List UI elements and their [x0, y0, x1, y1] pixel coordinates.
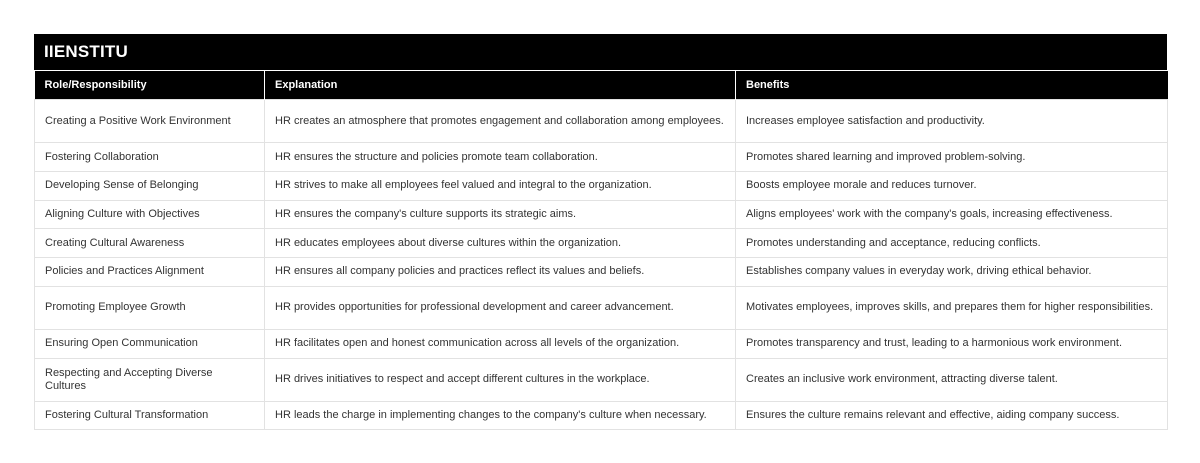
cell-role: Creating Cultural Awareness: [35, 229, 265, 258]
cell-role: Creating a Positive Work Environment: [35, 100, 265, 143]
cell-role: Developing Sense of Belonging: [35, 171, 265, 200]
cell-role: Fostering Cultural Transformation: [35, 401, 265, 430]
table-row: [35, 329, 1168, 358]
header-role: Role/Responsibility: [35, 71, 265, 100]
header-row: [35, 71, 1168, 100]
cell-explanation: HR provides opportunities for professional development and career advancement.: [265, 286, 736, 329]
table-row: [35, 100, 1168, 143]
table-row: [35, 229, 1168, 258]
table-row: [35, 171, 1168, 200]
header-explanation: Explanation: [265, 71, 736, 100]
hr-culture-table: [34, 70, 1168, 430]
cell-explanation: HR educates employees about diverse cultures within the organization.: [265, 229, 736, 258]
cell-benefits: Increases employee satisfaction and productivity.: [736, 100, 1168, 143]
brand-banner: [34, 34, 1167, 70]
cell-benefits: Promotes understanding and acceptance, reducing conflicts.: [736, 229, 1168, 258]
header-benefits: Benefits: [736, 71, 1168, 100]
cell-explanation: HR facilitates open and honest communication across all levels of the organization.: [265, 329, 736, 358]
cell-role: Policies and Practices Alignment: [35, 257, 265, 286]
cell-role: Aligning Culture with Objectives: [35, 200, 265, 229]
cell-benefits: Boosts employee morale and reduces turnover.: [736, 171, 1168, 200]
table-row: [35, 143, 1168, 172]
cell-explanation: HR strives to make all employees feel valued and integral to the organization.: [265, 171, 736, 200]
table-container: [34, 34, 1167, 430]
cell-benefits: Promotes transparency and trust, leading to a harmonious work environment.: [736, 329, 1168, 358]
table-row: [35, 257, 1168, 286]
cell-explanation: HR ensures all company policies and practices reflect its values and beliefs.: [265, 257, 736, 286]
table-header: [35, 71, 1168, 100]
cell-benefits: Creates an inclusive work environment, attracting diverse talent.: [736, 358, 1168, 401]
cell-benefits: Aligns employees' work with the company's goals, increasing effectiveness.: [736, 200, 1168, 229]
cell-role: Promoting Employee Growth: [35, 286, 265, 329]
cell-role: Respecting and Accepting Diverse Cultures: [35, 358, 265, 401]
cell-benefits: Motivates employees, improves skills, and prepares them for higher responsibilities.: [736, 286, 1168, 329]
table-row: [35, 286, 1168, 329]
cell-benefits: Promotes shared learning and improved problem-solving.: [736, 143, 1168, 172]
cell-explanation: HR ensures the structure and policies promote team collaboration.: [265, 143, 736, 172]
cell-role: Ensuring Open Communication: [35, 329, 265, 358]
table-row: [35, 358, 1168, 401]
cell-benefits: Ensures the culture remains relevant and effective, aiding company success.: [736, 401, 1168, 430]
cell-benefits: Establishes company values in everyday work, driving ethical behavior.: [736, 257, 1168, 286]
cell-explanation: HR ensures the company's culture supports its strategic aims.: [265, 200, 736, 229]
brand-title: IIENSTITU: [44, 42, 128, 61]
cell-role: Fostering Collaboration: [35, 143, 265, 172]
cell-explanation: HR drives initiatives to respect and accept different cultures in the workplace.: [265, 358, 736, 401]
cell-explanation: HR creates an atmosphere that promotes engagement and collaboration among employees.: [265, 100, 736, 143]
cell-explanation: HR leads the charge in implementing changes to the company's culture when necessary.: [265, 401, 736, 430]
table-row: [35, 401, 1168, 430]
table-row: [35, 200, 1168, 229]
table-body: [35, 100, 1168, 430]
